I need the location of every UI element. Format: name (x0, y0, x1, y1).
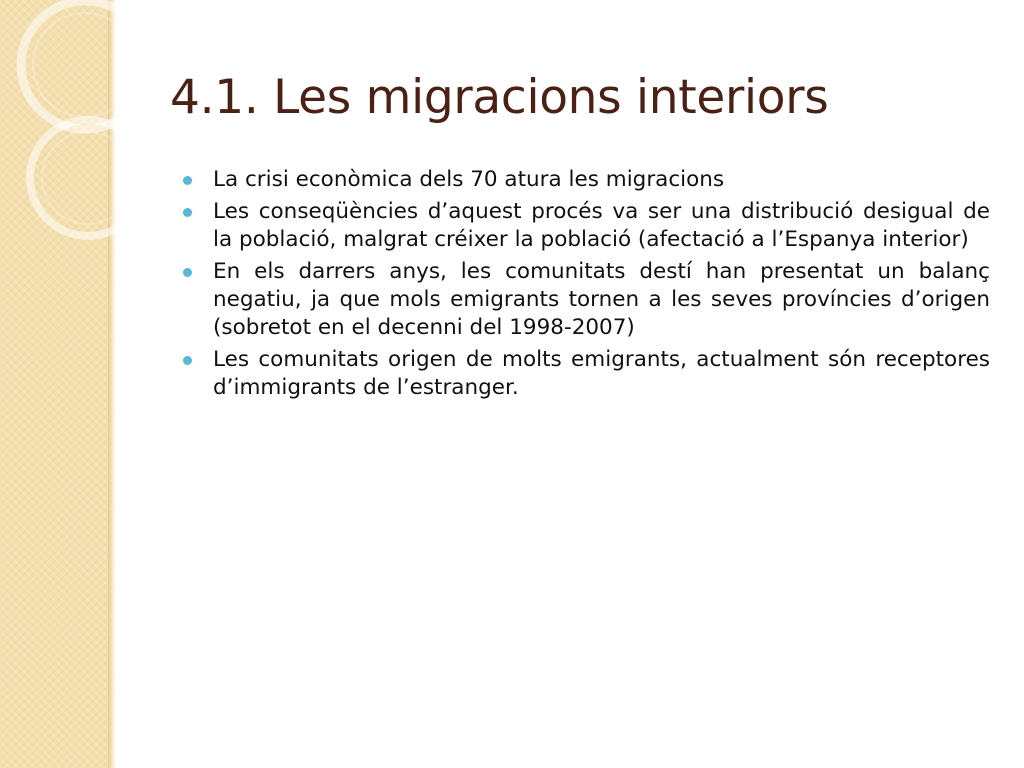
bullet-text: En els darrers anys, les comunitats destí han presentat un balanç negatiu, ja que mols emigrants tornen a les seves províncies d’origen (sobretot en el decenni del 1998-2007) (213, 259, 990, 340)
bullet-dot-icon (183, 356, 192, 365)
bullet-item (178, 198, 990, 254)
slide-title: 4.1. Les migracions interiors (170, 70, 829, 125)
bullet-dot-icon (183, 176, 192, 185)
bullet-item (178, 166, 990, 194)
bullet-dot-icon (183, 268, 192, 277)
bullet-item (178, 258, 990, 342)
bullet-text: Les conseqüències d’aquest procés va ser una distribució desigual de la població, malgrat créixer la població (afectació a l’Espanya interior) (213, 199, 990, 252)
bullet-item (178, 346, 990, 402)
bullet-list (178, 166, 990, 406)
bullet-text: Les comunitats origen de molts emigrants, actualment són receptores d’immigrants de l’estranger. (213, 347, 990, 400)
bullet-text: La crisi econòmica dels 70 atura les migracions (213, 167, 725, 192)
decorative-rings-icon (0, 0, 130, 300)
bullet-dot-icon (183, 208, 192, 217)
